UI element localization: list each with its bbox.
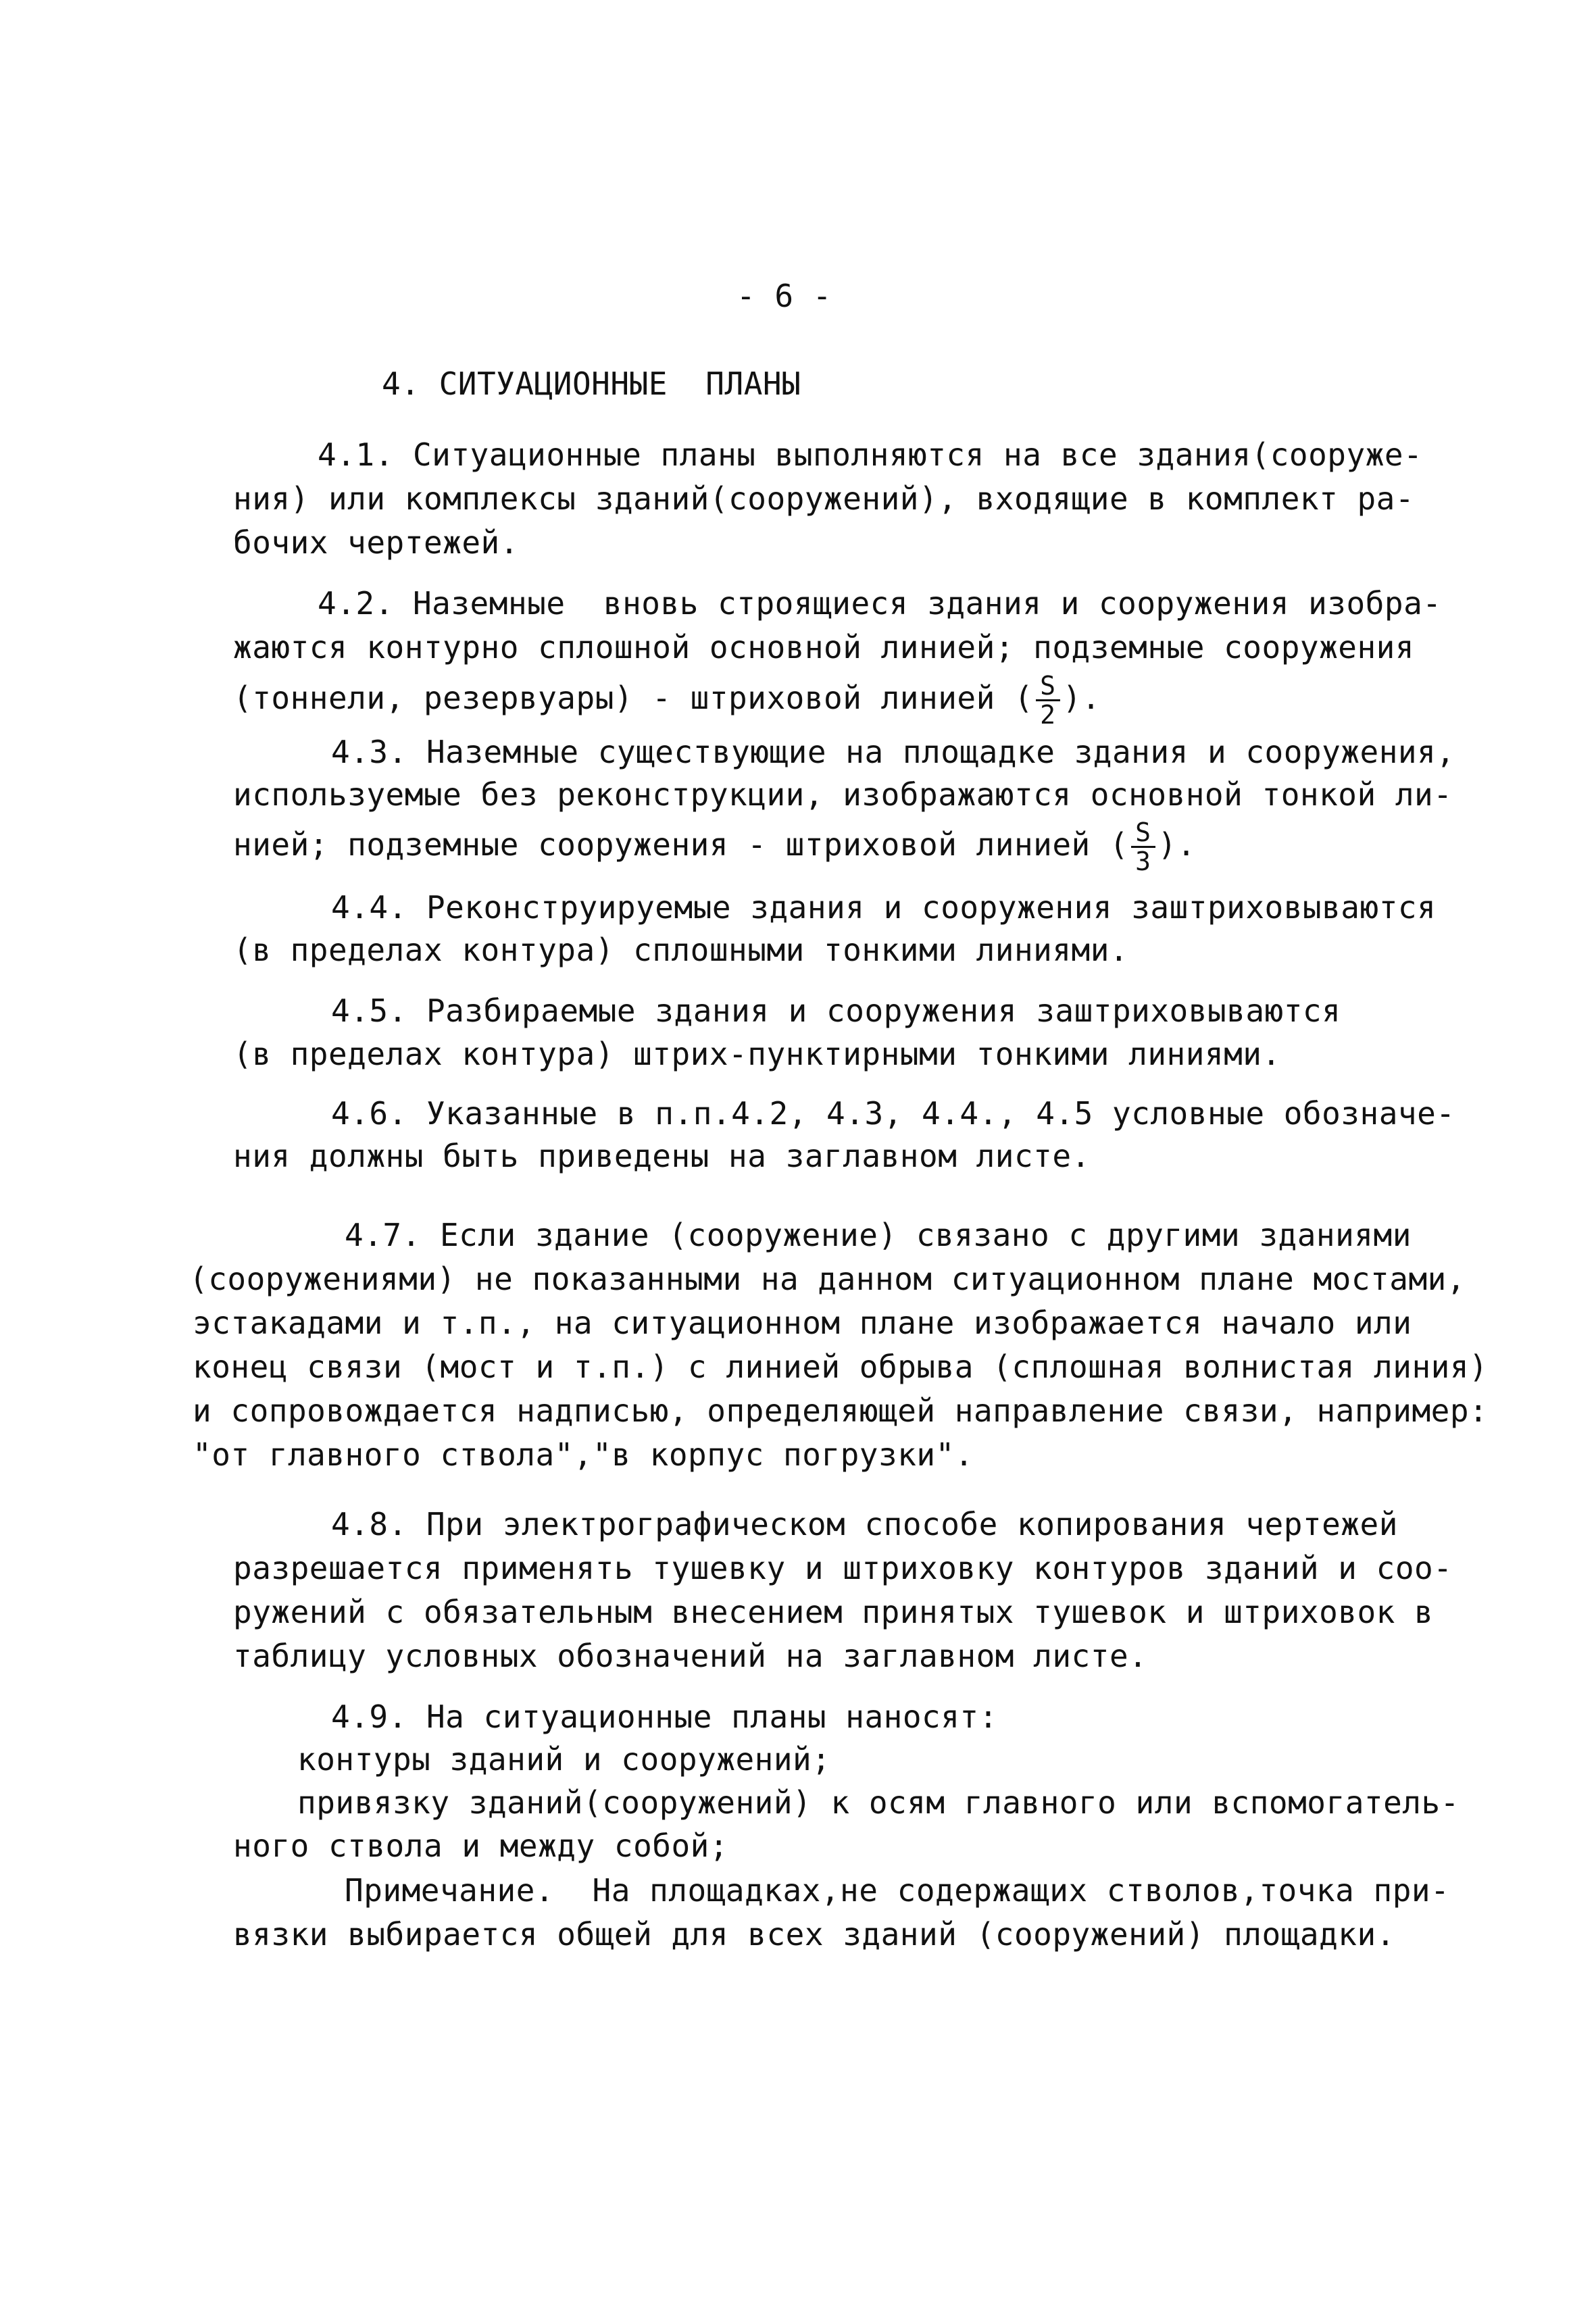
paragraph-4-1-line-3: бочих чертежей. bbox=[233, 524, 519, 561]
fraction-s-over-2: $\frac{S}{2}$ bbox=[1036, 672, 1059, 728]
section-title: 4. СИТУАЦИОННЫЕ ПЛАНЫ bbox=[382, 366, 801, 402]
paragraph-4-3-line-1: 4.3. Наземные существующие на площадке здания и сооружения, bbox=[331, 734, 1455, 770]
paragraph-4-2-line-2: жаются контурно сплошной основной линией; подземные сооружения bbox=[233, 629, 1415, 665]
paragraph-4-4-line-1: 4.4. Реконструируемые здания и сооружения заштриховываются bbox=[331, 889, 1437, 926]
paragraph-4-7-line-2: (сооружениями) не показанными на данном ситуационном плане мостами, bbox=[189, 1261, 1466, 1297]
paragraph-4-1-line-1: 4.1. Ситуационные планы выполняются на все здания(сооруже- bbox=[318, 436, 1423, 473]
note-line-1: Примечание. На площадках,не содержащих стволов,точка при- bbox=[345, 1872, 1450, 1909]
paragraph-4-8-line-2: разрешается применять тушевку и штриховку контуров зданий и соо- bbox=[233, 1550, 1453, 1586]
paragraph-4-8-line-4: таблицу условных обозначений на заглавном листе. bbox=[233, 1638, 1148, 1674]
paragraph-4-7-line-6: "от главного ствола","в корпус погрузки". bbox=[193, 1436, 974, 1473]
paragraph-4-6-line-1: 4.6. Указанные в п.п.4.2, 4.3, 4.4., 4.5 условные обозначе- bbox=[331, 1095, 1455, 1132]
paragraph-4-4-line-2: (в пределах контура) сплошными тонкими линиями. bbox=[233, 932, 1129, 968]
note-line-2: вязки выбирается общей для всех зданий (сооружений) площадки. bbox=[233, 1916, 1395, 1953]
paragraph-4-9-line-3: привязку зданий(сооружений) к осям главного или вспомогатель- bbox=[297, 1784, 1460, 1821]
paragraph-4-9-line-1: 4.9. На ситуационные планы наносят: bbox=[331, 1699, 998, 1735]
paragraph-4-7-line-1: 4.7. Если здание (сооружение) связано с другими зданиями bbox=[345, 1217, 1412, 1253]
paragraph-4-5-line-1: 4.5. Разбираемые здания и сооружения заштриховываются bbox=[331, 992, 1341, 1029]
paragraph-4-3-line-3: нией; подземные сооружения - штриховой линией ( $\frac{S}{3}$ ). bbox=[233, 818, 1196, 876]
paragraph-4-1-line-2: ния) или комплексы зданий(сооружений), входящие в комплект ра- bbox=[233, 480, 1415, 517]
paragraph-4-8-line-1: 4.8. При электрографическом способе копирования чертежей bbox=[331, 1506, 1398, 1542]
paragraph-4-2-line-3: (тоннели, резервуары) - штриховой линией ( $\frac{S}{2}$ ). bbox=[233, 671, 1101, 730]
paragraph-4-9-line-2: контуры зданий и сооружений; bbox=[297, 1741, 831, 1778]
paragraph-4-2-line-1: 4.2. Наземные вновь строящиеся здания и сооружения изобра- bbox=[318, 585, 1442, 622]
paragraph-4-7-line-5: и сопровождается надписью, определяющей направление связи, например: bbox=[193, 1392, 1489, 1429]
paragraph-4-7-line-4: конец связи (мост и т.п.) с линией обрыва (сплошная волнистая линия) bbox=[193, 1349, 1489, 1385]
fraction-s-over-3: $\frac{S}{3}$ bbox=[1131, 819, 1155, 875]
paragraph-4-3-line-2: используемые без реконструкции, изображаются основной тонкой ли- bbox=[233, 776, 1453, 813]
page-number: - 6 - bbox=[737, 278, 832, 314]
paragraph-4-9-line-4: ного ствола и между собой; bbox=[233, 1828, 729, 1864]
paragraph-4-5-line-2: (в пределах контура) штрих-пунктирными тонкими линиями. bbox=[233, 1036, 1281, 1072]
paragraph-4-6-line-2: ния должны быть приведены на заглавном листе. bbox=[233, 1138, 1091, 1174]
paragraph-4-8-line-3: ружений с обязательным внесением принятых тушевок и штриховок в bbox=[233, 1594, 1434, 1630]
paragraph-4-7-line-3: эстакадами и т.п., на ситуационном плане изображается начало или bbox=[193, 1305, 1412, 1341]
